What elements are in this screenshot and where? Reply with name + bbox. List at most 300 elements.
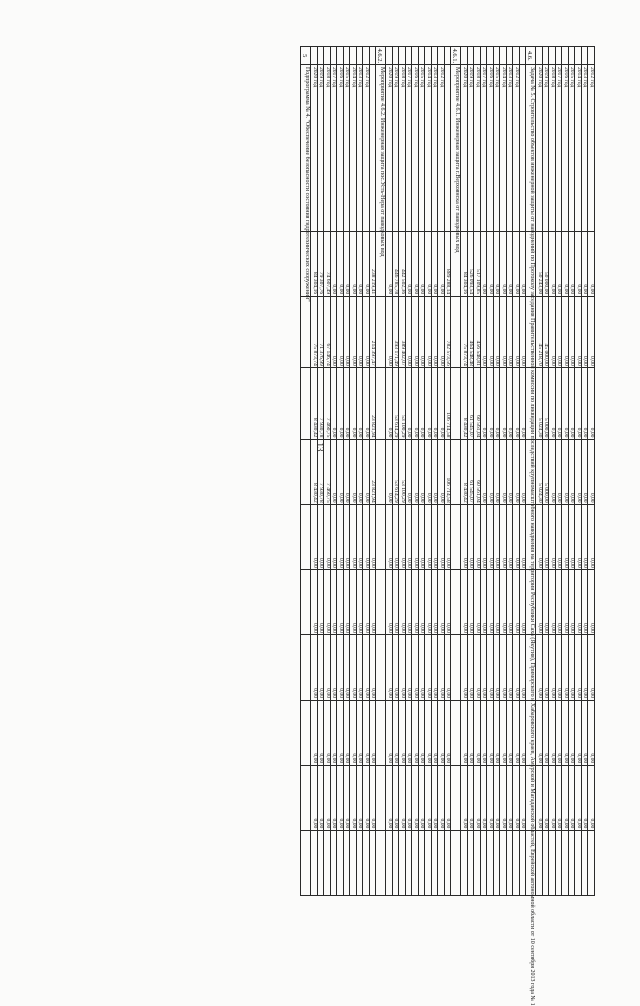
value-cell: 0,00 [393,505,400,570]
value-cell: 0,00 [406,231,413,296]
value-cell: 0,00 [494,368,501,440]
value-cell: 0,00 [357,505,364,570]
value-cell: 0,00 [487,439,494,504]
value-cell: 60 561,04 [474,368,481,440]
empty-cell [301,439,311,504]
value-cell: 8 430,42 [311,368,318,440]
value-cell: 0,00 [370,635,377,700]
empty-cell [507,830,514,895]
value-cell: 0,00 [494,765,501,830]
value-cell: 0,00 [556,368,563,440]
value-cell: 0,00 [494,231,501,296]
table-row [438,47,445,896]
table-row [536,47,543,896]
value-cell: 464 548,48 [468,296,475,368]
value-cell: 0,00 [318,765,325,830]
value-cell: 0,00 [507,368,514,440]
value-cell: 0,00 [487,368,494,440]
value-cell: 0,00 [481,439,488,504]
value-cell: 84 304,16 [311,231,318,296]
value-cell: 0,00 [399,635,406,700]
value-cell: 0,00 [575,700,582,765]
value-cell: 0,00 [562,635,569,700]
value-cell: 393 171,49 [393,296,400,368]
value-cell: 0,00 [425,231,432,296]
value-cell: 0,00 [487,765,494,830]
year-cell: 2012 год [588,65,595,231]
value-cell: 0,00 [399,765,406,830]
value-cell: 106 714,58 [445,439,452,504]
value-cell: 0,00 [549,700,556,765]
section-title: Задача № 5. Строительство объектов инженерной защиты от наводнений по Протоколу заседания Правительственной комиссии по ликвидации последствий крупномасштабного наводнения на территории Республики Саха (Якутия), Приморского и Хабаровского краев, Амурской и Магаданской областей, Еврейской автономной области от 10 сентября 2013 года № 1 [526,65,536,231]
code-cell [331,47,338,65]
value-cell: 0,00 [588,368,595,440]
empty-cell [376,830,386,895]
value-cell: 0,00 [513,439,520,504]
value-cell: 7 930,78 [318,439,325,504]
empty-cell [386,830,393,895]
value-cell: 0,00 [432,505,439,570]
year-cell: 2012 год [363,65,370,231]
value-cell: 60 561,04 [474,439,481,504]
code-cell [438,47,445,65]
value-cell: 0,00 [324,700,331,765]
value-cell: 0,00 [520,635,527,700]
value-cell: 0,00 [406,296,413,368]
year-cell: 2015 год [344,65,351,231]
value-cell: 0,00 [569,296,576,368]
value-cell: 0,00 [386,439,393,504]
value-cell: 0,00 [461,700,468,765]
year-cell [445,65,452,231]
empty-cell [481,830,488,895]
code-cell [569,47,576,65]
value-cell: 0,00 [331,296,338,368]
value-cell: 0,00 [357,368,364,440]
year-cell: 2016 год [562,65,569,231]
value-cell: 0,00 [474,635,481,700]
page-number: 13 [315,442,325,452]
value-cell: 0,00 [438,570,445,635]
value-cell: 0,00 [331,700,338,765]
value-cell: 0,00 [386,231,393,296]
value-cell: 0,00 [461,765,468,830]
value-cell: 0,00 [549,505,556,570]
value-cell: 0,00 [350,231,357,296]
code-cell [337,47,344,65]
value-cell: 0,00 [324,635,331,700]
value-cell: 0,00 [582,635,589,700]
empty-cell [376,700,386,765]
year-cell [370,65,377,231]
code-cell [324,47,331,65]
year-cell: 2017 год [481,65,488,231]
code-cell [412,47,419,65]
value-cell: 106 714,58 [445,368,452,440]
value-cell: 0,00 [569,765,576,830]
value-cell: 0,00 [344,765,351,830]
value-cell: 0,00 [500,700,507,765]
value-cell: 0,00 [575,635,582,700]
value-cell: 0,00 [386,635,393,700]
year-cell: 2019 год [393,65,400,231]
value-cell: 0,00 [331,439,338,504]
value-cell: 0,00 [520,505,527,570]
value-cell: 782 573,56 [445,296,452,368]
empty-cell [301,570,311,635]
table-row [445,47,452,896]
value-cell: 0,00 [425,505,432,570]
value-cell: 53 100,29 [399,439,406,504]
code-cell [556,47,563,65]
empty-cell [399,830,406,895]
value-cell: 0,00 [344,505,351,570]
value-cell: 0,00 [432,635,439,700]
value-cell: 0,00 [507,439,514,504]
empty-cell [513,830,520,895]
year-cell: 2018 год [474,65,481,231]
code-cell [575,47,582,65]
code-cell [507,47,514,65]
empty-cell [324,830,331,895]
value-cell: 0,00 [337,231,344,296]
year-cell: 2014 год [575,65,582,231]
year-cell: 2015 год [494,65,501,231]
value-cell: 0,00 [582,505,589,570]
value-cell: 0,00 [357,700,364,765]
value-cell: 0,00 [432,765,439,830]
value-cell: 0,00 [487,635,494,700]
value-cell: 0,00 [438,700,445,765]
table-row [562,47,569,896]
value-cell: 0,00 [461,570,468,635]
value-cell: 67 146,74 [324,296,331,368]
value-cell: 0,00 [406,700,413,765]
empty-cell [451,765,461,830]
code-cell [311,47,318,65]
empty-cell [451,296,461,368]
value-cell: 0,00 [412,505,419,570]
value-cell: 0,00 [386,700,393,765]
value-cell: 446 785,78 [393,231,400,296]
code-cell [419,47,426,65]
value-cell: 0,00 [311,765,318,830]
table-row [324,47,331,896]
year-cell: 2012 год [438,65,445,231]
value-cell: 5 000,00 [543,368,550,440]
value-cell: 0,00 [363,635,370,700]
empty-cell [331,830,338,895]
year-cell: 2014 год [500,65,507,231]
empty-cell [451,570,461,635]
value-cell: 0,00 [412,231,419,296]
value-cell: 0,00 [543,570,550,635]
value-cell: 0,00 [370,505,377,570]
value-cell: 0,00 [406,765,413,830]
code-cell [432,47,439,65]
empty-cell [432,830,439,895]
section-header-row [451,47,461,896]
value-cell: 0,00 [438,439,445,504]
empty-cell [474,830,481,895]
value-cell: 0,00 [500,570,507,635]
value-cell: 75 873,74 [311,296,318,368]
value-cell: 0,00 [588,570,595,635]
table-row [311,47,318,896]
empty-cell [376,635,386,700]
empty-cell [451,368,461,440]
empty-cell [500,830,507,895]
value-cell: 53 614,29 [393,368,400,440]
value-cell: 0,00 [569,700,576,765]
year-cell [520,65,527,231]
value-cell: 0,00 [370,700,377,765]
table-row [412,47,419,896]
value-cell: 0,00 [311,700,318,765]
value-cell: 0,00 [556,231,563,296]
value-cell: 0,00 [393,700,400,765]
value-cell: 8 430,42 [461,368,468,440]
empty-cell [363,830,370,895]
value-cell: 0,00 [569,635,576,700]
value-cell: 0,00 [337,296,344,368]
value-cell: 0,00 [363,505,370,570]
value-cell: 7 460,75 [324,368,331,440]
value-cell: 0,00 [393,570,400,635]
value-cell: 0,00 [344,700,351,765]
value-cell: 0,00 [543,635,550,700]
value-cell: 0,00 [412,700,419,765]
value-cell: 0,00 [481,635,488,700]
value-cell: 0,00 [562,368,569,440]
empty-cell [393,830,400,895]
empty-cell [582,830,589,895]
value-cell: 0,00 [386,570,393,635]
value-cell: 0,00 [520,765,527,830]
table-row [386,47,393,896]
value-cell: 0,00 [438,231,445,296]
value-cell: 0,00 [468,765,475,830]
value-cell: 0,00 [556,635,563,700]
value-cell: 0,00 [562,505,569,570]
value-cell: 0,00 [543,505,550,570]
year-cell: 2020 год [536,65,543,231]
value-cell: 71 376,99 [318,296,325,368]
value-cell: 75 873,74 [461,296,468,368]
value-cell: 0,00 [569,439,576,504]
table-row [481,47,488,896]
value-cell: 889 288,14 [445,231,452,296]
empty-cell [301,635,311,700]
code-cell [425,47,432,65]
empty-cell [451,700,461,765]
value-cell: 0,00 [344,570,351,635]
value-cell: 0,00 [507,700,514,765]
value-cell: 0,00 [575,570,582,635]
value-cell: 0,00 [386,368,393,440]
year-cell: 2017 год [556,65,563,231]
year-cell: 2017 год [331,65,338,231]
value-cell: 0,00 [399,570,406,635]
code-cell [344,47,351,65]
value-cell: 0,00 [419,231,426,296]
year-cell: 2013 год [357,65,364,231]
value-cell: 0,00 [363,570,370,635]
value-cell: 0,00 [588,635,595,700]
value-cell: 0,00 [344,439,351,504]
empty-cell [588,830,595,895]
value-cell: 0,00 [513,505,520,570]
empty-cell [520,830,527,895]
year-cell: 2015 год [569,65,576,231]
table-row [399,47,406,896]
value-cell: 0,00 [419,439,426,504]
value-cell: 0,00 [406,570,413,635]
value-cell: 84 304,16 [461,231,468,296]
year-cell: 2019 год [468,65,475,231]
code-cell [399,47,406,65]
value-cell: 0,00 [432,700,439,765]
value-cell: 0,00 [363,439,370,504]
empty-cell [301,830,311,895]
value-cell: 0,00 [468,570,475,635]
value-cell: 0,00 [549,296,556,368]
value-cell: 0,00 [507,296,514,368]
value-cell: 0,00 [487,231,494,296]
empty-cell [344,830,351,895]
value-cell: 0,00 [562,570,569,635]
table-row [468,47,475,896]
year-cell: 2013 год [582,65,589,231]
year-cell: 2019 год [543,65,550,231]
value-cell: 0,00 [461,505,468,570]
value-cell: 0,00 [438,296,445,368]
value-cell: 0,00 [318,505,325,570]
value-cell: 456 548,81 [474,296,481,368]
empty-cell [556,830,563,895]
value-cell: 0,00 [363,296,370,368]
value-cell: 0,00 [549,368,556,440]
value-cell: 0,00 [331,231,338,296]
value-cell: 0,00 [520,570,527,635]
code-cell [494,47,501,65]
value-cell: 0,00 [311,570,318,635]
value-cell: 0,00 [500,765,507,830]
value-cell: 0,00 [536,700,543,765]
value-cell: 0,00 [513,231,520,296]
value-cell: 74 607,49 [324,231,331,296]
value-cell: 0,00 [324,505,331,570]
empty-cell [376,765,386,830]
value-cell: 0,00 [468,505,475,570]
value-cell: 0,00 [419,505,426,570]
code-cell [543,47,550,65]
value-cell: 8 430,42 [311,439,318,504]
value-cell: 0,00 [432,231,439,296]
value-cell: 0,00 [582,231,589,296]
value-cell: 0,00 [419,700,426,765]
empty-cell [451,505,461,570]
year-cell: 2015 год [419,65,426,231]
value-cell: 0,00 [582,368,589,440]
value-cell: 0,00 [406,439,413,504]
value-cell: 50 243,00 [536,231,543,296]
value-cell: 0,00 [520,231,527,296]
value-cell: 0,00 [575,231,582,296]
value-cell: 0,00 [438,765,445,830]
value-cell: 0,00 [481,505,488,570]
value-cell: 0,00 [474,570,481,635]
value-cell: 0,00 [556,765,563,830]
section-title: Мероприятие 4.6.1. Инженерная защита г.Верхоянска от паводковых вод [451,65,461,231]
value-cell: 0,00 [370,765,377,830]
value-cell: 0,00 [432,368,439,440]
table-row [569,47,576,896]
value-cell: 0,00 [549,570,556,635]
value-cell: 0,00 [445,570,452,635]
value-cell: 0,00 [569,368,576,440]
value-cell: 0,00 [520,439,527,504]
empty-cell [461,830,468,895]
value-cell: 0,00 [481,700,488,765]
year-cell: 2018 год [399,65,406,231]
value-cell: 0,00 [399,700,406,765]
value-cell: 0,00 [331,505,338,570]
value-cell: 0,00 [507,505,514,570]
value-cell: 0,00 [438,635,445,700]
value-cell: 0,00 [588,700,595,765]
year-cell: 2018 год [549,65,556,231]
value-cell: 0,00 [513,296,520,368]
value-cell: 214 397,47 [370,296,377,368]
table-row [500,47,507,896]
value-cell: 79 307,76 [318,231,325,296]
value-cell: 0,00 [582,296,589,368]
value-cell: 5 000,00 [543,439,550,504]
value-cell: 0,00 [569,231,576,296]
value-cell: 0,00 [318,635,325,700]
value-cell: 0,00 [494,439,501,504]
value-cell: 0,00 [445,635,452,700]
value-cell: 0,00 [575,296,582,368]
value-cell: 0,00 [357,635,364,700]
value-cell: 0,00 [562,296,569,368]
budget-table [301,46,596,1006]
table-row [432,47,439,896]
code-cell [549,47,556,65]
value-cell: 0,00 [487,700,494,765]
value-cell: 0,00 [549,231,556,296]
value-cell: 517 109,85 [474,231,481,296]
table-row [393,47,400,896]
code-cell [588,47,595,65]
value-cell: 0,00 [500,368,507,440]
section-header-row [376,47,386,896]
value-cell: 0,00 [331,368,338,440]
code-cell [500,47,507,65]
value-cell: 0,00 [468,700,475,765]
empty-cell [451,830,461,895]
code-cell [487,47,494,65]
value-cell: 526 093,54 [468,231,475,296]
value-cell: 0,00 [543,700,550,765]
section-code: 4.6.1. [451,47,461,65]
value-cell: 0,00 [487,505,494,570]
value-cell: 442 502,36 [399,231,406,296]
table-row [363,47,370,896]
table-row [575,47,582,896]
code-cell [461,47,468,65]
